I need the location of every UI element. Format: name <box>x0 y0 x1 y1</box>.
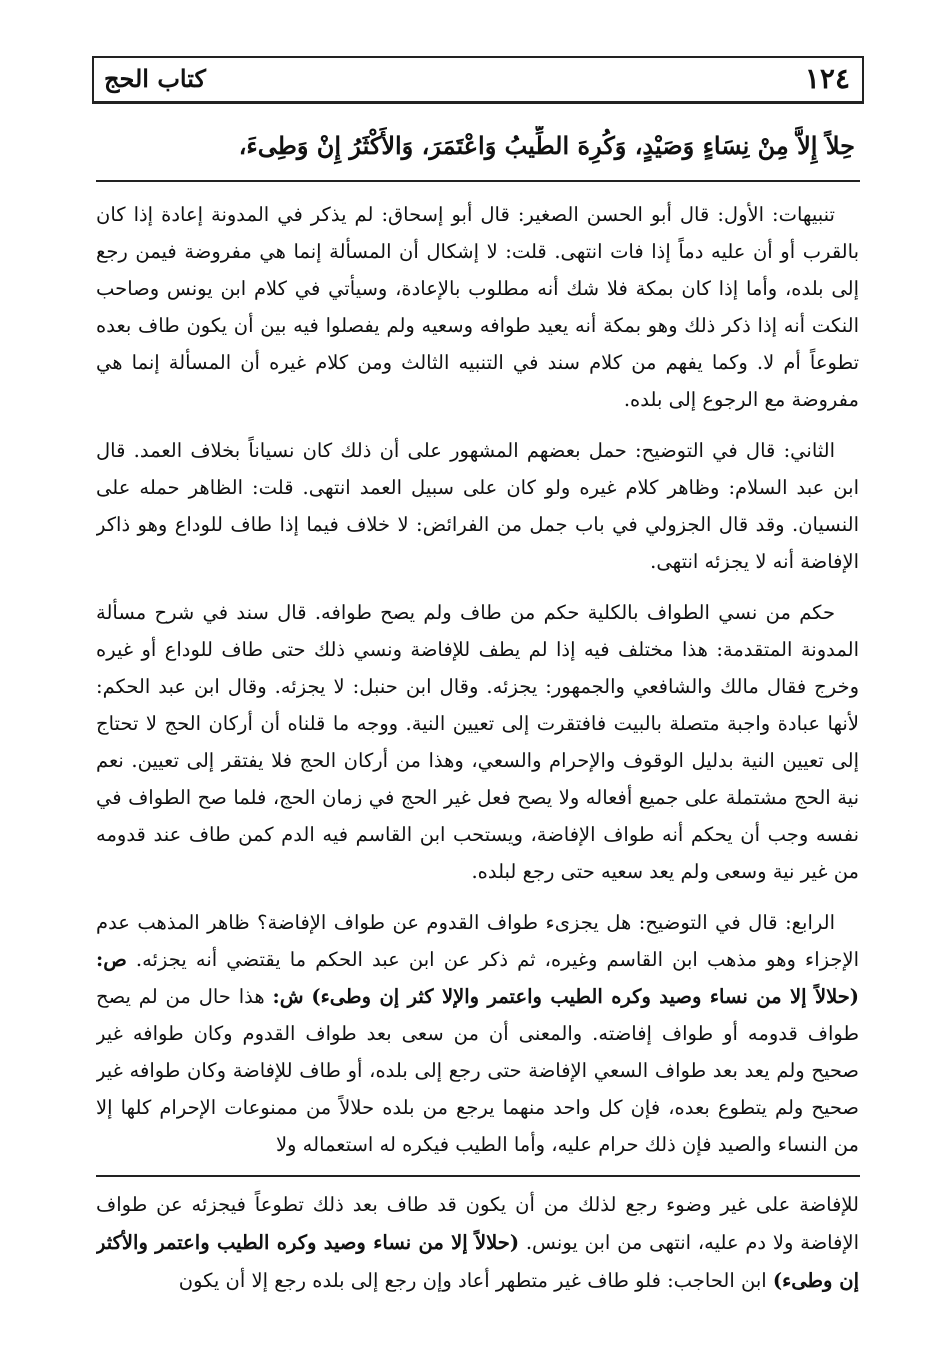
paragraph-second: الثاني: قال في التوضيح: حمل بعضهم المشهور على أن ذلك كان نسياناً بخلاف العمد. قال ابن عبد السلام: وظاهر كلام غيره ولو كان على سبيل العمد انتهى. قلت: الظاهر حمله على النسيان. وقد قال الجزولي في باب جمل من الفرائض: لا خلاف فيما إذا طاف للوداع وهو ذاكر الإفاضة أنه لا يجزئه انتهى. <box>96 439 859 573</box>
matn-quote: (حلالاً إلا من نساء وصيد وكره الطيب واعتمر والإلا كثر إن وطىء) <box>311 985 859 1008</box>
margin-text-1: للإفاضة على غير وضوء رجع لذلك من أن يكون قد طاف بعد ذلك تطوعاً فيجزئه عن طواف الإفاضة ولا دم عليه، انتهى من ابن يونس. <box>96 1193 859 1254</box>
footnote-divider <box>96 1175 860 1177</box>
paragraph-third: حكم من نسي الطواف بالكلية حكم من طاف ولم يصح طوافه. قال سند في شرح مسألة المدونة المتقدمة: هذا مختلف فيه إذا لم يطف للإفاضة ونسي ذلك حتى طاف للوداع أو غيره وخرج فقال مالك والشافعي والجمهور: يجزئه. وقال ابن حنبل: لا يجزئه. وقال ابن عبد الحكم: لأنها عبادة واجبة متصلة بالبيت فافتقرت إلى تعيين النية. ووجه ما قلناه أن أركان الحج لا تحتاج إلى تعيين النية بدليل الوقوف والإحرام والسعي، وهذا من أركان الحج فلا يفتقر إلى تعيين. نعم نية الحج مشتملة على جميع أفعاله ولا يصح فعل غير الحج في زمان الحج، فلما صح الطواف في نفسه وجب أن يحكم أنه طواف الإفاضة، ويستحب ابن القاسم فيه الدم كمن طاف عند قدومه من غير نية وسعى ولم يعد سعيه حتى رجع لبلده. <box>96 601 859 883</box>
margin-paragraph <box>96 1186 859 1300</box>
commentary-body <box>96 196 859 1164</box>
sad-label: ص: <box>96 948 127 971</box>
shin-label: ش: <box>272 985 304 1008</box>
commentary-continuation: هذا حال من لم يصح طواف قدومه أو طواف إفاضته. والمعنى أن من سعى بعد طواف القدوم وكان طوافه غير صحيح ولم يعد بعد طواف السعي الإفاضة حتى رجع إلى بلده، أو طاف للإفاضة وكان طوافه غير صحيح ولم يتطوع بعده، فإن كل واحد منهما يرجع من بلده حلالاً من ممنوعات الإحرام كلها إلا من النساء والصيد فإن ذلك حرام عليه، وأما الطيب فيكره له استعماله ولا <box>96 985 859 1156</box>
margin-commentary <box>96 1186 859 1356</box>
running-header <box>92 56 864 104</box>
matn-line: حِلاً إِلاَّ مِنْ نِسَاءٍ وَصَيْدٍ، وَكُرِهَ الطِّيبُ وَاعْتَمَرَ، وَالأَكْثَرُ إِنْ وَطِىءَ، <box>238 131 855 160</box>
margin-text-2: ابن الحاجب: فلو طاف غير متطهر أعاد وإن رجع إلى بلده رجع إلا أن يكون <box>178 1269 767 1292</box>
matn-divider <box>96 180 860 182</box>
paragraph-tanbihat-first: تنبيهات: الأول: قال أبو الحسن الصغير: قال أبو إسحاق: لم يذكر في المدونة إعادة إذا كان بالقرب أو أن عليه دماً إذا فات انتهى. قلت: لا إشكال أن المسألة إنما هي مفروضة فيمن رجع إلى بلده، وأما إذا كان بمكة فلا شك أنه مطلوب بالإعادة، وسيأتي في كلام ابن يونس وصاحب النكت أنه إذا ذكر ذلك وهو بمكة أنه يعيد طوافه وسعيه ولم يفصلوا فيه بين أن يكون طاف بعده تطوعاً أم لا. وكما يفهم من كلام سند في التنبيه الثالث ومن كلام غيره أن المسألة إنما هي مفروضة مع الرجوع إلى بلده. <box>96 203 859 411</box>
paragraph-fourth-intro: الرابع: قال في التوضيح: هل يجزىء طواف القدوم عن طواف الإفاضة؟ ظاهر المذهب عدم الإجزاء وهو مذهب ابن القاسم وغيره، ثم ذكر عن ابن عبد الحكم ما يقتضي أنه يجزئه. <box>96 911 859 971</box>
margin-matn-quote: (حلالاً إلا من نساء وصيد وكره الطيب واعتمر والأكثر إن وطىء) <box>96 1231 859 1292</box>
paragraph-fourth <box>96 904 859 1163</box>
book-title: كتاب الحج <box>104 64 206 93</box>
page-number: ١٢٤ <box>804 62 850 95</box>
